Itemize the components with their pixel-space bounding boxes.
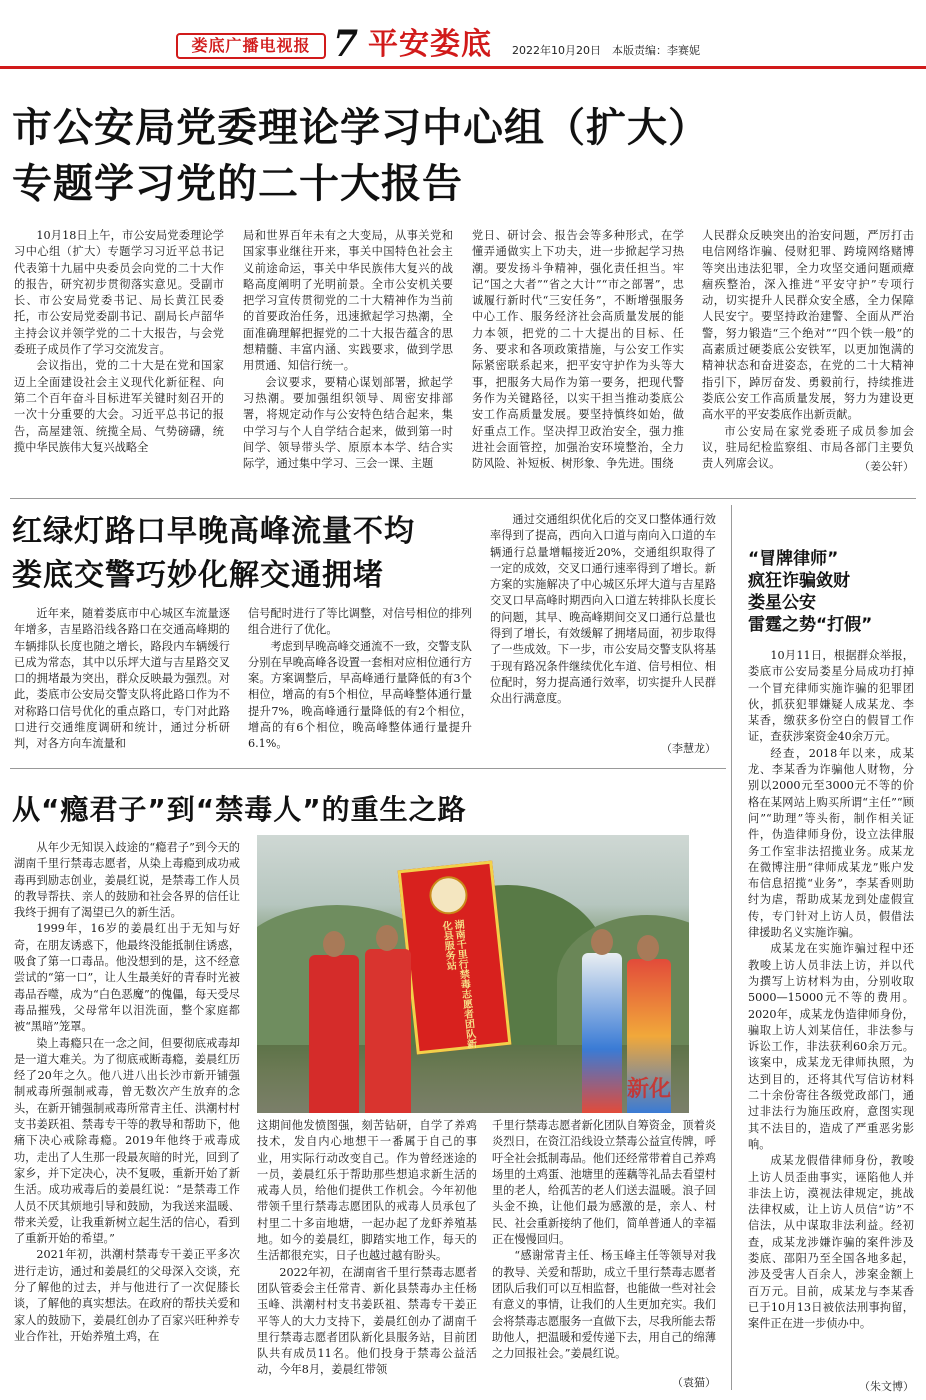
article1-title-line2: 专题学习党的二十大报告 [12, 161, 463, 207]
paragraph: 成某龙在实施诈骗过程中还教唆上访人员非法上访，并以代为撰写上访材料为由，分别收取5000—15000元不等的费用。2020年，成某龙伪造律师身份，骗取上访人刘某信任，非法参与诉讼工作，非法获利60余万元。该案中，成某龙无律师执照，为达到目的，还将其代写信访材料二十余份寄往各级党政部门，通过非法行为施压政府，意图实现其不法目的，造成了严重恶劣影响。 [748, 942, 914, 1151]
article4-title-line1: “冒牌律师” [748, 549, 839, 569]
article2-title-line1: 红绿灯路口早晚高峰流量不均 [12, 514, 415, 549]
article2-title-line2: 娄底交警巧妙化解交通拥堵 [12, 558, 384, 593]
date-line: 2022年10月20日 本版责编：李赛妮 [512, 44, 700, 57]
article1-col4 [702, 228, 914, 478]
divider [10, 498, 916, 499]
paragraph: 这期间他发愤图强，刻苦钻研，自学了养鸡技术，发自内心地想干一番属于自己的事业，用实际行动改变自己。作为曾经迷途的一员，姜晨红乐于帮助那些想追求新生活的戒毒人员，给他们提供工作机会。今年初他带领千里行禁毒志愿团队的戒毒人员承包了村里二十多亩地塘，一起办起了龙虾养殖基地。如今的姜晨红，脚踏实地工作，每天的生活都很充实，日子也越过越有盼头。 [257, 1119, 477, 1263]
article1-byline: （姜公轩） [859, 460, 914, 473]
paragraph: 会议指出，党的二十大是在党和国家迈上全面建设社会主义现代化新征程、向第二个百年奋斗目标进军关键时刻召开的一次十分重要的大会。习近平总书记的报告，高屋建瓴、统揽全局、气势磅礴，统揽中华民族伟大复兴战略全 [14, 359, 224, 454]
article4-byline: （朱文博） [830, 1378, 914, 1394]
article3-byline: （袁猫） [672, 1376, 716, 1389]
paragraph: 信号配时进行了等比调整，对信号相位的排列组合进行了优化。 [248, 607, 472, 637]
volunteer-photo [257, 835, 689, 1113]
paragraph: 通过交通组织优化后的交叉口整体通行效率得到了提高，西向入口道与南向入口道的车辆通行总量增幅接近20%，交通组织取得了一定的成效，交叉口通行速率得到了增长。新方案的实施解决了中心城区乐坪大道与吉星路交叉口早高峰时期西向入口道左转排队长度长的问题，其早、晚高峰期间交叉口通行总量也得到了增长，有效缓解了拥堵局面，初步取得了一些成效。下一步，市公安局交警支队将基于现有路况条件继续优化车道、信号相位、相位配时，努力提高通行效率，切实提升人民群众出行满意度。 [490, 513, 716, 706]
banner-text: 湖南千里行禁毒志愿者团队新化县服务站 [439, 918, 477, 1050]
article4-title-line2: 疯狂诈骗敛财 [748, 571, 850, 591]
article4-title [748, 548, 913, 636]
paragraph: 2021年初，洪潮村禁毒专干姜正平多次进行走访，通过和姜晨红的父母深入交谈，充分了解他的过去，并与他进行了一次促膝长谈，了解他的真实想法。在政府的帮扶关爱和家人的鼓励下，姜晨红创办了百家兴旺种养专业合作社，开始养殖土鸡，在 [14, 1248, 240, 1343]
article1-col2 [243, 228, 453, 490]
paragraph: 2022年初，在湖南省千里行禁毒志愿者团队管委会主任常青、新化县禁毒办主任杨玉峰、洪潮村村支书姜跃祖、禁毒专干姜正平等人的大力支持下，姜晨红创办了湖南千里行禁毒志愿者团队新化县服务站，目前团队共有成员11名。他们投身于禁毒公益活动，今年8月，姜晨红带领 [257, 1265, 477, 1377]
badge-icon [427, 874, 469, 916]
paragraph: 党日、研讨会、报告会等多种形式，在学懂弄通做实上下功夫，进一步掀起学习热潮。要发扬斗争精神，强化责任担当。牢记“国之大者”“省之大计”“市之部署”，忠诚履行新时代“三安任务”，不断增强服务中心工作、服务经济社会高质量发展的能力本领，把党的二十大提出的目标、任务、要求和各项政策措施，与公安工作实际紧密联系起来，把平安守护作为头等大事，把服务大局作为第一要务，把现代警务作为关键路径，以实干担当推动娄底公安工作高质量发展。要坚持慎终如始，做好重点工作。坚决捍卫政治安全，强力推进社会面管控，加强治安环境整治，全力防风险、补短板、树形象、争先进。围绕 [472, 229, 684, 471]
article2-byline: （李慧龙） [661, 742, 716, 755]
article2-col2 [248, 606, 472, 766]
article1-col3 [472, 228, 684, 490]
paragraph: 1999年，16岁的姜晨红出于无知与好奇，在朋友诱惑下，他最终没能抵制住诱惑，吸食了第一口毒品。他没想到的是，这不经意尝试的“第一口”，让人生最美好的青春时光被毒品吞噬，成为“白色恶魔”的傀儡，每天受尽毒品摧残，父母常年以泪洗面，整个家庭都被“黑暗”笼罩。 [14, 922, 240, 1034]
paragraph: 局和世界百年未有之大变局，从事关党和国家事业继往开来，事关中国特色社会主义前途命运，事关中华民族伟大复兴的战略高度阐明了光明前景。全市公安机关要把学习宣传贯彻党的二十大精神作为当前的首要政治任务，迅速掀起学习热潮，全面准确理解把握党的二十大报告蕴含的思想精髓、丰富内涵、实践要求，做到学思用贯通、知信行统一。 [243, 229, 453, 373]
paragraph: 染上毒瘾只在一念之间，但要彻底戒毒却是一道大难关。为了彻底戒断毒瘾，姜晨红历经了20年之久。他八进八出长沙市新开铺强制戒毒所强制戒毒，曾无数次产生放弃的念头，在新开铺强制戒毒所常青主任、洪潮村村支书姜跃祖、禁毒专干等的教导和帮助下，他痛下决心戒除毒瘾。2019年他终于戒毒成功，走出了人生那一段最灰暗的时光，回到了家乡，并下定决心，决不复吸，重新开始了新生活。成功戒毒后的姜晨红说：“是禁毒工作人员不厌其烦地引导和鼓励，为我送来温暖、带来关爱，让我重新树立起生活的信心，看到了重新开始的希望。” [14, 1036, 240, 1246]
paragraph: 考虑到早晚高峰交通流不一致，交警支队分别在早晚高峰各设置一套相对应相位通行方案。方案调整后，早高峰通行量降低的有3个相位，增高的有5个相位，早高峰整体通行量提升7%，晚高峰通行量降低的有2个相位，增高的有6个相位，晚高峰整体通行量提升6.1%。 [248, 639, 472, 751]
article3-title: 从“瘾君子”到“禁毒人”的重生之路 [12, 793, 467, 826]
masthead-rule [0, 66, 926, 69]
paragraph: 会议要求，要精心谋划部署，掀起学习热潮。要加强组织领导、周密安排部署，将规定动作与公安特色结合起来，集中学习与个人自学结合起来，做到第一时间学、领导带头学、原原本本学、结合实际学，通过集中学习、三会一课、主题 [243, 375, 453, 471]
paragraph: 10月11日，根据群众举报，娄底市公安局娄星分局成功打掉一个冒充律师实施诈骗的犯罪团伙，抓获犯罪嫌疑人成某龙、李某香，缴获多份空白的假冒工作证，查获涉案资金40余万元。 [748, 649, 914, 744]
page-number: 7 [333, 23, 359, 65]
article1-col1 [14, 228, 224, 490]
article3-col3 [492, 1118, 716, 1372]
paragraph: 人民群众反映突出的治安问题，严厉打击电信网络诈骗、侵财犯罪、跨境网络赌博等突出违法犯罪，全力攻坚交通问题顽瘴痼疾整治，深入推进“平安守护”专项行动，切实提升人民群众安全感，全力保障人民安宁。要坚持政治建警、全面从严治警，努力锻造“三个绝对”“四个铁一般”的高素质过硬娄底公安铁军，以更加饱满的精神状态和奋进姿态，在党的二十大精神指引下，踔厉奋发、勇毅前行，持续推进娄底公安工作高质量发展，努力为建设更高水平的平安娄底作出新贡献。 [702, 229, 914, 422]
article2-col1 [14, 606, 230, 766]
article3-col2 [257, 1118, 477, 1390]
paragraph: 近年来，随着娄底市中心城区车流量逐年增多，吉星路沿线各路口在交通高峰期的车辆排队长度也随之增长，路段内车辆缓行已成为常态，其中以乐坪大道与吉星路交叉口的拥堵最为突出，群众反映最为强烈。对此，娄底市公安局交警支队将此路口作为不对称路口信号优化的重点路口，专门对此路口进行交通维度调研和统计，通过分析研判，对各方向车流量和 [14, 607, 230, 751]
article3-col1 [14, 840, 240, 1390]
paragraph: 成某龙假借律师身份，教唆上访人员歪曲事实，诬陷他人并非法上访，漠视法律规定，挑战法律权威，让上访人员信“访”不信法，从中谋取非法利益。经初查，成某龙涉嫌诈骗的案件涉及娄底、邵阳乃至全国各地多起，涉及受害人百余人，涉案金额上百万元。目前，成某龙与李某香已于10月13日被依法刑事拘留，案件正在进一步侦办中。 [748, 1154, 914, 1331]
article4-title-line3: 娄星公安 [748, 593, 816, 613]
volunteer-banner [398, 861, 512, 1055]
divider [10, 768, 726, 769]
divider [731, 505, 732, 1390]
paragraph: 10月18日上午，市公安局党委理论学习中心组（扩大）专题学习习近平总书记代表第十九届中央委员会向党的二十大作的报告，研究初步贯彻落实意见。受副市长、市公安局党委书记、局长黄江民委托，市公安局党委副书记、副局长卢韶华主持会议并领学党的二十大报告，与会党委班子成员作了学习交流发言。 [14, 229, 224, 357]
article4-body [748, 648, 914, 1380]
section-title: 平安娄底 [368, 27, 492, 62]
article4-title-line4: 雷霆之势“打假” [748, 615, 873, 635]
paragraph: 千里行禁毒志愿者新化团队自筹资金，顶着炎炎烈日，在资江沿线设立禁毒公益宣传牌，呼吁全社会抵制毒品。他们还经常带着自己养鸡场里的土鸡蛋、池塘里的莲藕等礼品去看望村里的老人，给孤苦的老人们送去温暖。浪子回头金不换，让他们最为感激的是，亲人、村民、社会重新接纳了他们，简单普通人的幸福正在慢慢回归。 [492, 1119, 716, 1247]
photo-watermark: 新化 [626, 1077, 671, 1102]
paragraph: “感谢常青主任、杨玉峰主任等领导对我的教导、关爱和帮助，成立千里行禁毒志愿者团队后我们可以互相监督，也能做一些对社会有意义的事情，让我们的人生更加充实。我们会将禁毒志愿服务一直做下去，尽我所能去帮助他人，把温暖和爱传递下去，用自己的绵薄之力回报社会。”姜晨红说。 [492, 1249, 716, 1361]
article1-title-line1: 市公安局党委理论学习中心组（扩大） [12, 105, 709, 151]
paragraph: 经查，2018年以来，成某龙、李某香为诈骗他人财物，分别以2000元至3000元不等的价格在某网站上购买所谓“主任”“顾问”“助理”等头衔，制作相关证件，伪造律师身份，设立法律服务工作室非法招揽业务。成某龙在微博注册“律师成某龙”账户发布信息招揽“业务”，李某香则助纣为虐，帮助成某龙到处虚假宣传，专门针对上访人员，假借法律援助名义实施诈骗。 [748, 746, 914, 940]
paper-logo: 娄底广播电视报 [176, 33, 326, 59]
paragraph: 从年少无知误入歧途的“瘾君子”到今天的湖南千里行禁毒志愿者，从染上毒瘾到成功戒毒再到励志创业，姜晨红说，是禁毒工作人员的教导帮扶、亲人的鼓励和社会各界的信任让我终于拥有了渴望已久的新生活。 [14, 841, 240, 920]
paragraph: 市公安局在家党委班子成员参加会议，驻局纪检监察组、市局各部门主要负责人列席会议。 [702, 424, 914, 471]
article2-col3 [490, 512, 716, 738]
